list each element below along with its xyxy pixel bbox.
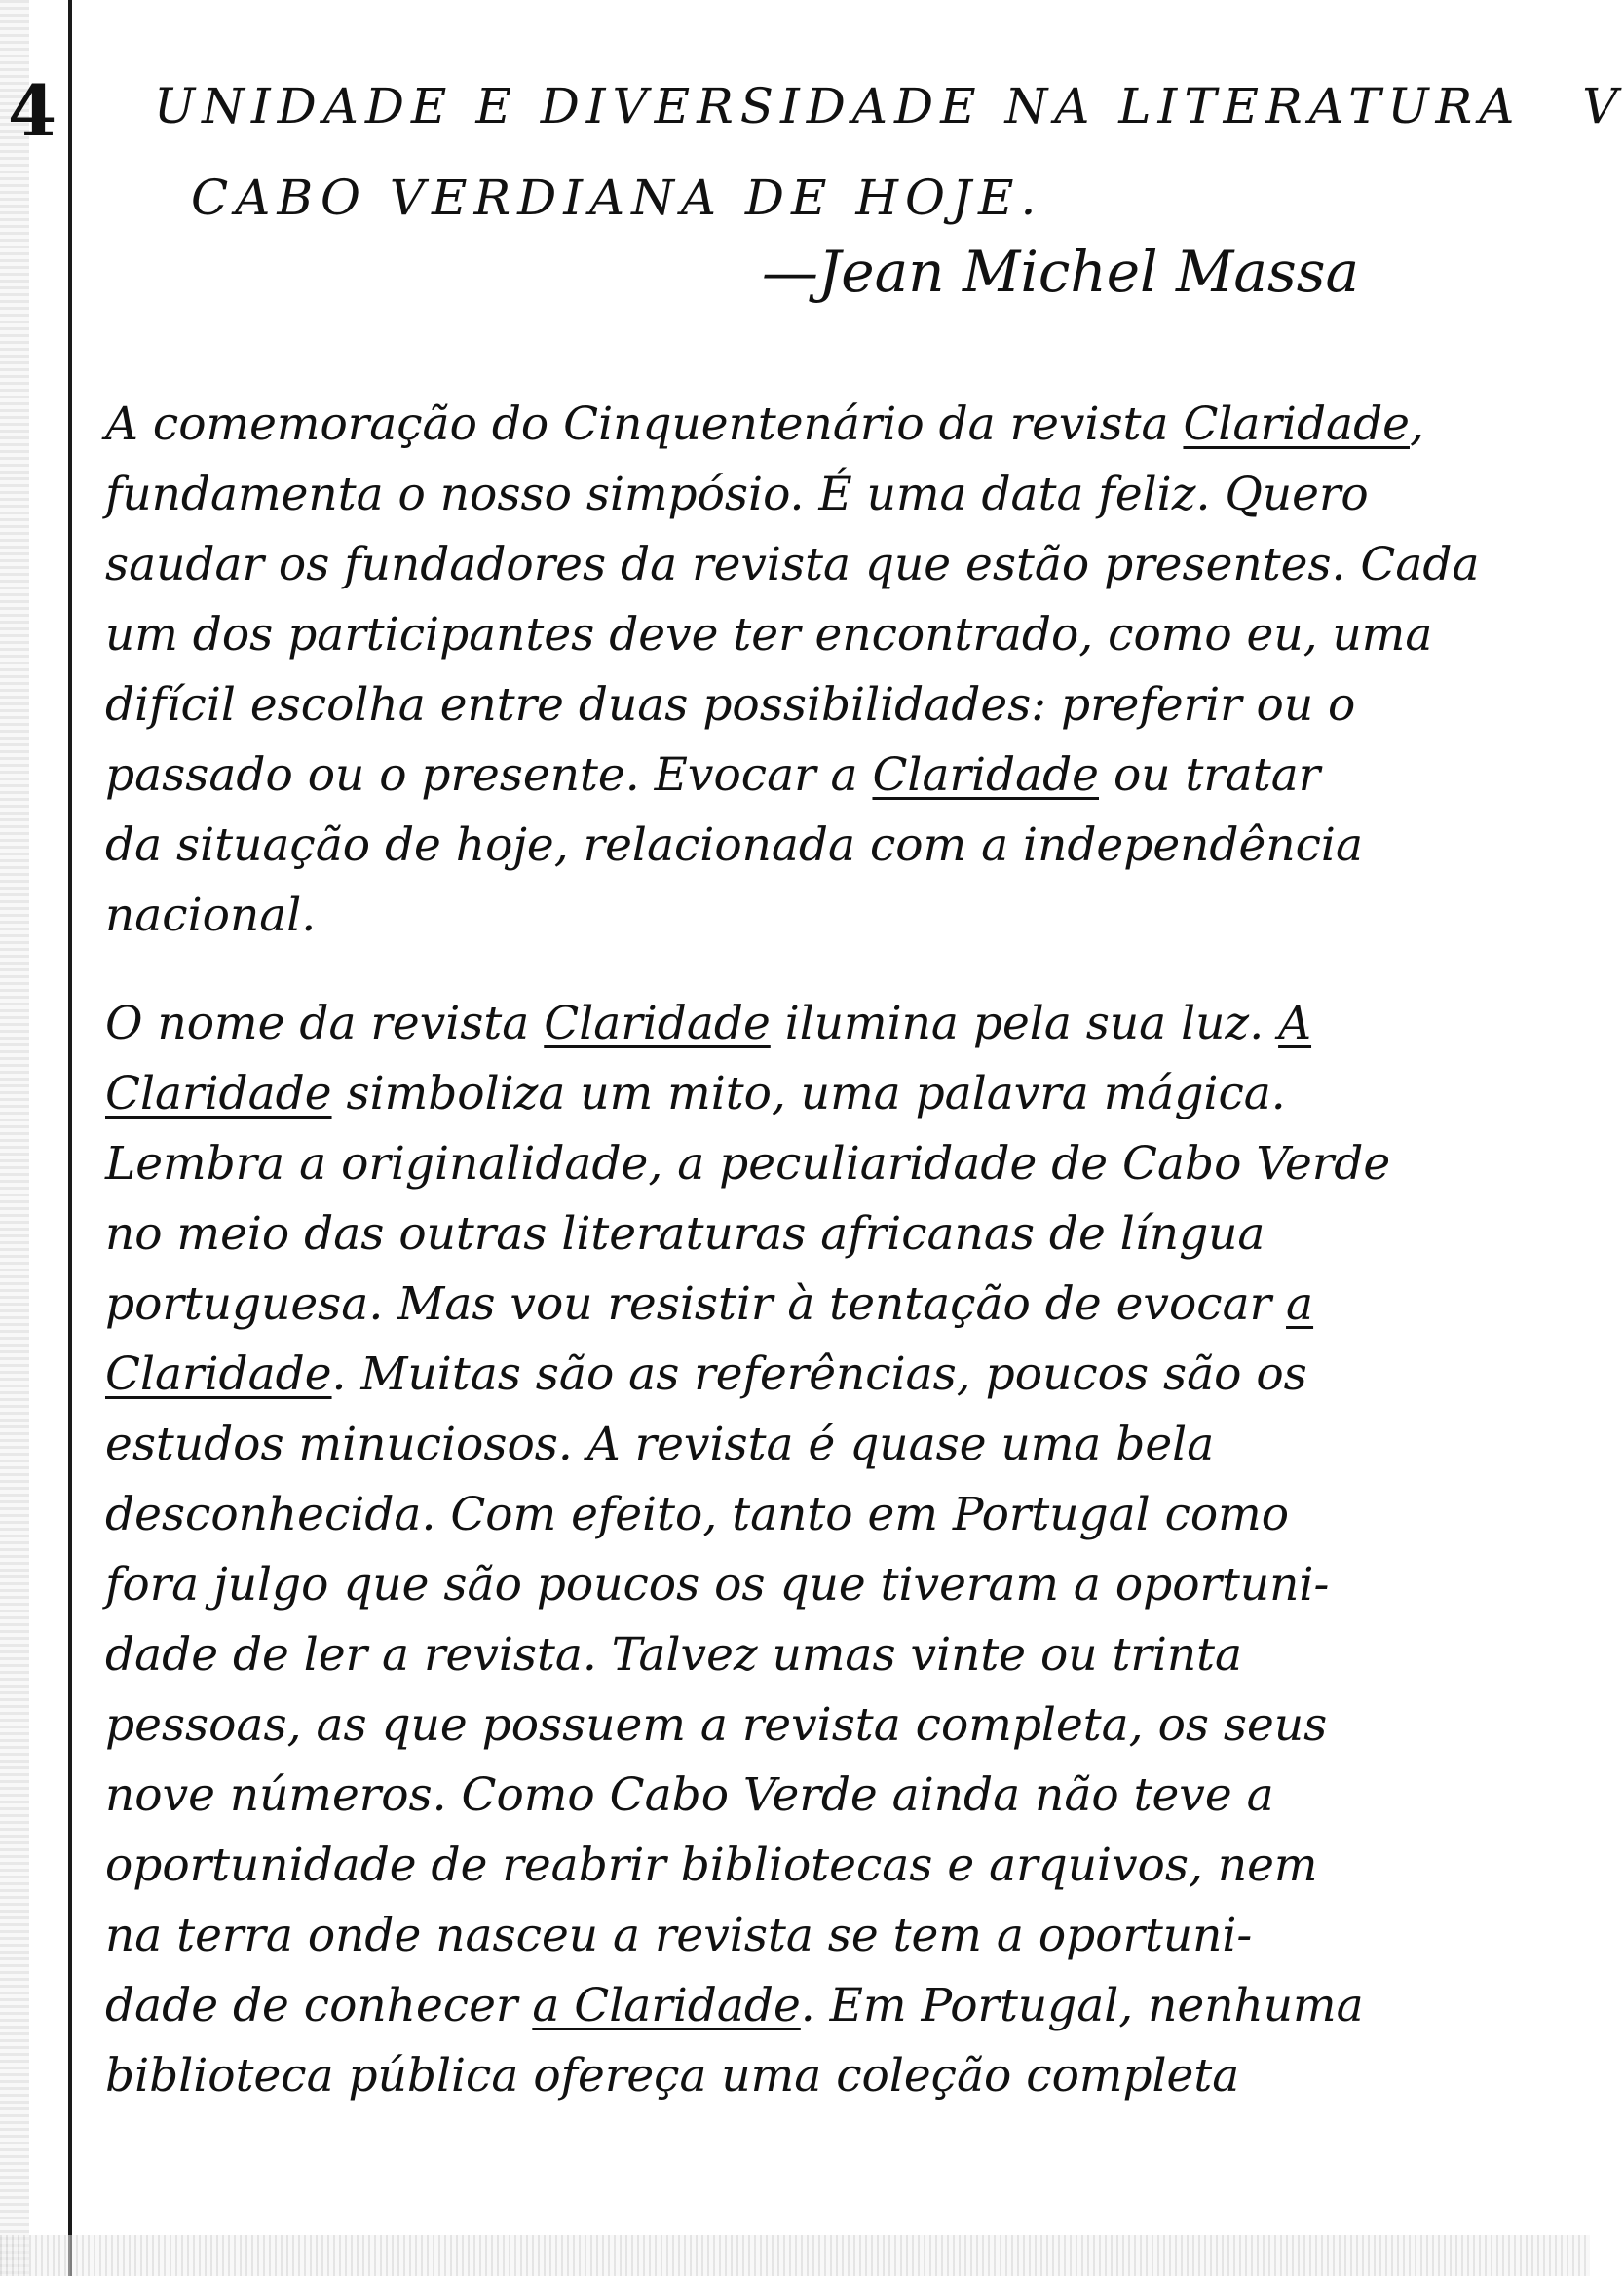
- title-roman-numeral: V: [1582, 78, 1624, 134]
- line-text: difícil escolha entre duas possibilidades: preferir ou o: [105, 678, 1356, 732]
- scan-edge-noise: [0, 0, 29, 2276]
- line-text: A comemoração do Cinquentenário da revista: [105, 398, 1184, 451]
- text-line: [105, 1550, 1547, 1620]
- paragraph-2: [105, 989, 1547, 2111]
- text-line: [105, 1059, 1547, 1129]
- line-text: simboliza um mito, uma palavra mágica.: [331, 1067, 1286, 1120]
- line-text: O nome da revista: [105, 997, 545, 1050]
- underlined-title: Claridade: [544, 997, 771, 1050]
- line-text: ou tratar: [1099, 748, 1321, 802]
- line-text: Lembra a originalidade, a peculiaridade de Cabo Verde: [105, 1137, 1391, 1191]
- title-line-1: [154, 78, 1624, 134]
- line-text: passado ou o presente. Evocar a: [105, 748, 873, 802]
- scan-bottom-noise: [0, 2235, 1590, 2276]
- line-text: portuguesa. Mas vou resistir à tentação de evocar: [105, 1277, 1287, 1331]
- underlined-title: Claridade: [1183, 398, 1410, 451]
- text-line: [105, 460, 1547, 530]
- line-text: saudar os fundadores da revista que estão presentes. Cada: [105, 538, 1480, 591]
- text-line: [105, 1620, 1547, 1690]
- line-text: desconhecida. Com efeito, tanto em Portugal como: [105, 1488, 1290, 1541]
- text-line: [105, 670, 1547, 740]
- text-line: [105, 1761, 1547, 1831]
- text-line: [105, 1340, 1547, 1410]
- line-text: biblioteca pública ofereça uma coleção completa: [105, 2049, 1240, 2103]
- text-line: [105, 1270, 1547, 1340]
- paragraph-1: [105, 390, 1547, 951]
- underlined-title: Claridade: [872, 748, 1099, 802]
- text-line: [105, 1410, 1547, 1480]
- line-text: fora julgo que são poucos os que tiveram a oportuni-: [105, 1558, 1330, 1612]
- underlined-title: a Claridade: [532, 1979, 801, 2032]
- text-line: [105, 1480, 1547, 1550]
- page-number: 4: [8, 69, 57, 152]
- text-line: [105, 2041, 1547, 2111]
- text-line: [105, 1831, 1547, 1901]
- line-text: pessoas, as que possuem a revista completa, os seus: [105, 1698, 1328, 1752]
- line-text: fundamenta o nosso simpósio. É uma data feliz. Quero: [105, 468, 1369, 521]
- author-signature: —Jean Michel Massa: [762, 239, 1360, 305]
- title-line-2: CABO VERDIANA DE HOJE.: [191, 170, 1043, 226]
- line-text: ilumina pela sua luz.: [770, 997, 1279, 1050]
- line-text: dade de ler a revista. Talvez umas vinte ou trinta: [105, 1628, 1243, 1682]
- line-text: dade de conhecer: [105, 1979, 533, 2032]
- text-line: [105, 881, 1547, 951]
- underlined-title: a: [1286, 1277, 1314, 1331]
- line-text: um dos participantes deve ter encontrado, como eu, uma: [105, 608, 1433, 662]
- text-line: [105, 1199, 1547, 1270]
- underlined-title: Claridade: [105, 1067, 332, 1120]
- text-line: [105, 1901, 1547, 1971]
- underlined-title: A: [1278, 997, 1312, 1050]
- text-line: [105, 1971, 1547, 2041]
- text-line: [105, 989, 1547, 1059]
- text-line: [105, 740, 1547, 811]
- text-line: [105, 600, 1547, 670]
- line-text: . Em Portugal, nenhuma: [800, 1979, 1364, 2032]
- title-text-1: UNIDADE E DIVERSIDADE NA LITERATURA: [154, 78, 1522, 134]
- text-line: [105, 1690, 1547, 1761]
- text-line: [105, 390, 1547, 460]
- line-text: no meio das outras literaturas africanas de língua: [105, 1207, 1265, 1261]
- text-line: [105, 811, 1547, 881]
- line-text: . Muitas são as referências, poucos são os: [331, 1347, 1307, 1401]
- text-line: [105, 530, 1547, 600]
- line-text: nacional.: [105, 889, 317, 942]
- line-text: oportunidade de reabrir bibliotecas e arquivos, nem: [105, 1839, 1318, 1892]
- text-line: [105, 1129, 1547, 1199]
- line-text: na terra onde nasceu a revista se tem a oportuni-: [105, 1909, 1253, 1962]
- underlined-title: Claridade: [105, 1347, 332, 1401]
- line-text: da situação de hoje, relacionada com a independência: [105, 818, 1363, 872]
- line-text: nove números. Como Cabo Verde ainda não teve a: [105, 1768, 1274, 1822]
- line-text: ,: [1409, 398, 1424, 451]
- left-margin-rule: [68, 0, 72, 2276]
- line-text: estudos minuciosos. A revista é quase uma bela: [105, 1418, 1215, 1471]
